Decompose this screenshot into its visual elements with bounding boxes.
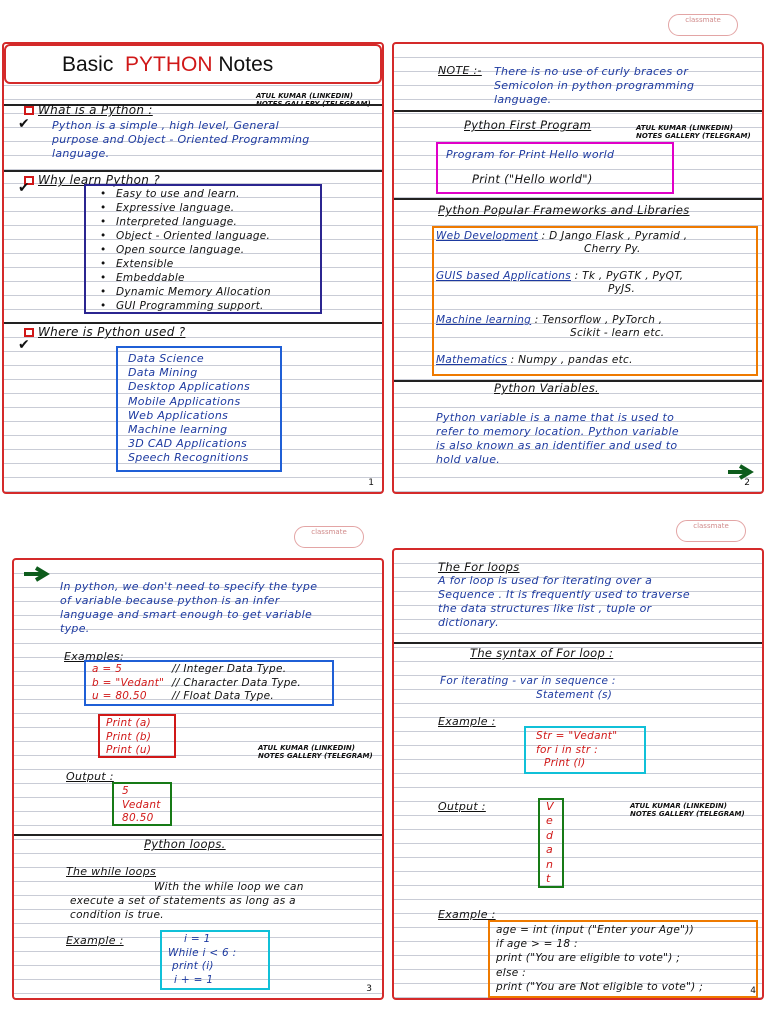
list-item: • Interpreted language.: [100, 216, 238, 228]
divider: [394, 198, 762, 200]
for-line: Sequence . It is frequently used to traverse: [438, 588, 690, 601]
framework-row-ml: [436, 314, 664, 340]
while-code: [168, 933, 237, 987]
answer-line: purpose and Object - Oriented Programming: [52, 133, 310, 146]
framework-values: : Numpy , pandas etc.: [510, 354, 633, 366]
variables-line: Python variable is a name that is used to: [436, 411, 675, 424]
list-item: • Extensible: [100, 258, 174, 270]
note-text: [494, 65, 694, 107]
frameworks-heading: Python Popular Frameworks and Libraries: [438, 203, 690, 217]
classmate-logo: [676, 520, 746, 542]
code-line: Print (i): [544, 757, 586, 769]
while-heading: The while loops: [66, 865, 157, 878]
list-item: Data Science: [128, 352, 205, 365]
note-line: Semicolon in python programming: [494, 79, 695, 92]
output-char: t: [546, 872, 551, 886]
list-item: • Object - Oriented language.: [100, 230, 271, 242]
code-line: age = int (input ("Enter your Age")): [496, 924, 695, 936]
checkmark-icon: ✔: [18, 116, 30, 132]
list-item: Speech Recognitions: [128, 451, 249, 465]
loops-heading: Python loops.: [144, 837, 226, 851]
code-line: print ("You are eligible to vote") ;: [496, 952, 681, 965]
classmate-logo: [294, 526, 364, 548]
bullet-square-icon: [24, 106, 34, 115]
logo-text: classmate: [693, 522, 729, 530]
reasons-box: [84, 184, 322, 314]
page-number: 4: [750, 986, 756, 996]
for-loops-text: [438, 574, 690, 630]
syntax-text: [440, 674, 616, 702]
framework-row-gui: [436, 270, 683, 296]
question-text: What is a Python :: [38, 103, 153, 117]
code-line: i = 1: [184, 933, 211, 945]
example-row: a = 5 // Integer Data Type.: [92, 663, 287, 675]
for-line: the data structures like list , tuple or: [438, 602, 652, 615]
variables-text: [436, 411, 679, 467]
framework-values: Scikit - learn etc.: [570, 327, 665, 339]
program-code: Print ("Hello world"): [472, 172, 593, 186]
uses-box: [116, 346, 282, 472]
list-item: 3D CAD Applications: [128, 437, 248, 451]
code-line: else :: [496, 966, 526, 979]
list-item: Web Applications: [128, 408, 229, 422]
title-notes: Notes: [218, 53, 274, 76]
page-title: [62, 53, 273, 77]
question-text: Where is Python used ?: [38, 325, 186, 339]
list-item: Data Mining: [128, 366, 198, 380]
variables-line: refer to memory location. Python variable: [436, 425, 679, 438]
framework-values: : Tk , PyGTK , PyQT,: [574, 270, 684, 282]
for-code: [536, 730, 617, 771]
credit-linkedin: ATUL KUMAR (LINKEDIN): [636, 124, 733, 132]
first-program-heading: Python First Program: [464, 118, 592, 132]
title-python: PYTHON: [125, 53, 213, 76]
list-item: • Expressive language.: [100, 202, 235, 214]
output-char: d: [546, 828, 554, 842]
output-line: Vedant: [122, 798, 161, 811]
intro-line: of variable because python is an infer: [60, 594, 280, 607]
logo-text: classmate: [685, 16, 721, 24]
print-line: Print (b): [106, 730, 152, 743]
notes-page-3: [12, 558, 384, 1000]
code-line: i + = 1: [174, 973, 214, 986]
intro-line: type.: [60, 622, 90, 635]
output-char: V: [546, 800, 554, 813]
note-line: language.: [494, 93, 552, 106]
output-box: [112, 782, 172, 826]
print-line: Print (a): [106, 717, 152, 729]
reasons-list: [100, 187, 271, 313]
framework-values: PyJS.: [608, 283, 636, 295]
page-number: 3: [366, 984, 372, 994]
for-line: A for loop is used for iterating over a: [438, 574, 653, 587]
credit-telegram: NOTES GALLERY (TELEGRAM): [630, 810, 745, 818]
checkmark-icon: ✔: [18, 337, 30, 353]
vertical-output-box: [538, 798, 564, 888]
output-char: a: [546, 843, 554, 857]
page-number: 2: [744, 478, 750, 488]
list-item: Desktop Applications: [128, 380, 251, 394]
credit-linkedin: ATUL KUMAR (LINKEDIN): [258, 744, 355, 752]
checkmark-icon: ✔: [18, 180, 30, 196]
notes-page-4: [392, 548, 764, 1000]
divider: [4, 322, 382, 324]
output-char: e: [546, 814, 554, 828]
code-line: print ("You are Not eligible to vote") ;: [496, 980, 704, 993]
list-item: • GUI Programming support.: [100, 300, 264, 312]
program-caption: Program for Print Hello world: [446, 148, 615, 161]
classmate-logo: [668, 14, 738, 36]
code-line: Str = "Vedant": [536, 730, 618, 742]
while-code-box: [160, 930, 270, 990]
note-label: NOTE :-: [438, 64, 482, 77]
framework-values: : D Jango Flask , Pyramid ,: [541, 230, 688, 242]
divider: [4, 170, 382, 172]
divider: [14, 834, 382, 836]
question-where-used: [24, 325, 185, 339]
list-item: Mobile Applications: [128, 394, 241, 408]
while-line: condition is true.: [70, 909, 164, 921]
bullet-square-icon: [24, 328, 34, 337]
examples-rows: [92, 663, 301, 704]
frameworks-box: [432, 226, 758, 376]
question-text: Why learn Python ?: [38, 173, 160, 187]
framework-category: Machine learning: [436, 314, 532, 326]
credit-telegram: NOTES GALLERY (TELEGRAM): [636, 132, 751, 140]
output-line: 80.50: [122, 812, 154, 824]
hello-world-box: [436, 142, 674, 194]
credit-telegram: NOTES GALLERY (TELEGRAM): [258, 752, 373, 760]
credit-linkedin: ATUL KUMAR (LINKEDIN): [256, 92, 353, 100]
list-item: • Easy to use and learn.: [100, 188, 240, 200]
answer-line: Python is a simple , high level, General: [52, 119, 279, 132]
framework-row-math: [436, 354, 633, 367]
while-text: [70, 880, 304, 922]
framework-row-web: [436, 230, 687, 256]
divider: [394, 110, 762, 112]
intro-line: language and smart enough to get variable: [60, 608, 313, 621]
code-line: if age > = 18 :: [496, 938, 578, 951]
variables-line: is also known as an identifier and used to: [436, 439, 678, 452]
logo-text: classmate: [311, 528, 347, 536]
title-basic: Basic: [62, 53, 114, 76]
example2-label: Example :: [438, 908, 496, 921]
answer-line: language.: [52, 147, 110, 160]
credit-linkedin: ATUL KUMAR (LINKEDIN): [630, 802, 727, 810]
code-line: print (i): [172, 960, 214, 972]
while-line: With the while loop we can: [154, 881, 304, 893]
age-code-box: [488, 920, 758, 998]
output-char: n: [546, 857, 554, 871]
answer-what-is-python: [52, 119, 310, 161]
framework-category: Web Development: [436, 230, 539, 242]
examples-box: [84, 660, 334, 706]
question-what-is-python: [24, 103, 153, 117]
print-lines: [106, 717, 151, 758]
framework-values: : Tensorflow , PyTorch ,: [534, 314, 663, 326]
code-line: While i < 6 :: [168, 946, 237, 959]
output-label: Output :: [438, 800, 486, 813]
example-row: b = "Vedant" // Character Data Type.: [92, 676, 302, 689]
for-loops-heading: The For loops: [438, 560, 520, 574]
example-row: u = 80.50 // Float Data Type.: [92, 690, 274, 702]
arrow-right-icon: [22, 566, 50, 582]
for-code-box: [524, 726, 646, 774]
author-credit: [636, 124, 751, 140]
example-label: Example :: [438, 715, 496, 728]
while-line: execute a set of statements as long as a: [70, 895, 296, 907]
variables-line: hold value.: [436, 453, 501, 466]
variables-heading: Python Variables.: [494, 381, 599, 395]
author-credit: [258, 744, 373, 760]
examples-label: Examples:: [64, 650, 124, 663]
output-label: Output :: [66, 770, 114, 783]
list-item: • Dynamic Memory Allocation: [100, 286, 271, 298]
intro-line: In python, we don't need to specify the type: [60, 580, 318, 593]
output-line: 5: [122, 785, 129, 797]
example-label: Example :: [66, 934, 124, 947]
divider: [394, 642, 762, 644]
output-lines: [122, 785, 161, 826]
vertical-output: [546, 800, 554, 886]
title-banner: [4, 44, 382, 84]
list-item: Machine learning: [128, 423, 228, 437]
type-inference-text: [60, 580, 317, 636]
syntax-heading: The syntax of For loop :: [470, 646, 614, 660]
author-credit: [630, 802, 745, 818]
notes-page-1: [2, 42, 384, 494]
list-item: • Open source language.: [100, 244, 245, 256]
notes-page-2: [392, 42, 764, 494]
syntax-line: For iterating - var in sequence :: [440, 675, 616, 687]
print-line: Print (u): [106, 744, 152, 756]
print-box: [98, 714, 176, 758]
syntax-line: Statement (s): [536, 689, 613, 701]
for-line: dictionary.: [438, 616, 499, 629]
framework-category: GUIS based Applications: [436, 270, 571, 282]
uses-list: [128, 352, 250, 466]
page-number: 1: [368, 478, 374, 488]
code-line: for i in str :: [536, 743, 598, 756]
framework-values: Cherry Py.: [584, 243, 641, 255]
framework-category: Mathematics: [436, 354, 507, 366]
list-item: • Embeddable: [100, 272, 185, 284]
age-code: [496, 923, 703, 994]
note-line: There is no use of curly braces or: [494, 65, 689, 78]
